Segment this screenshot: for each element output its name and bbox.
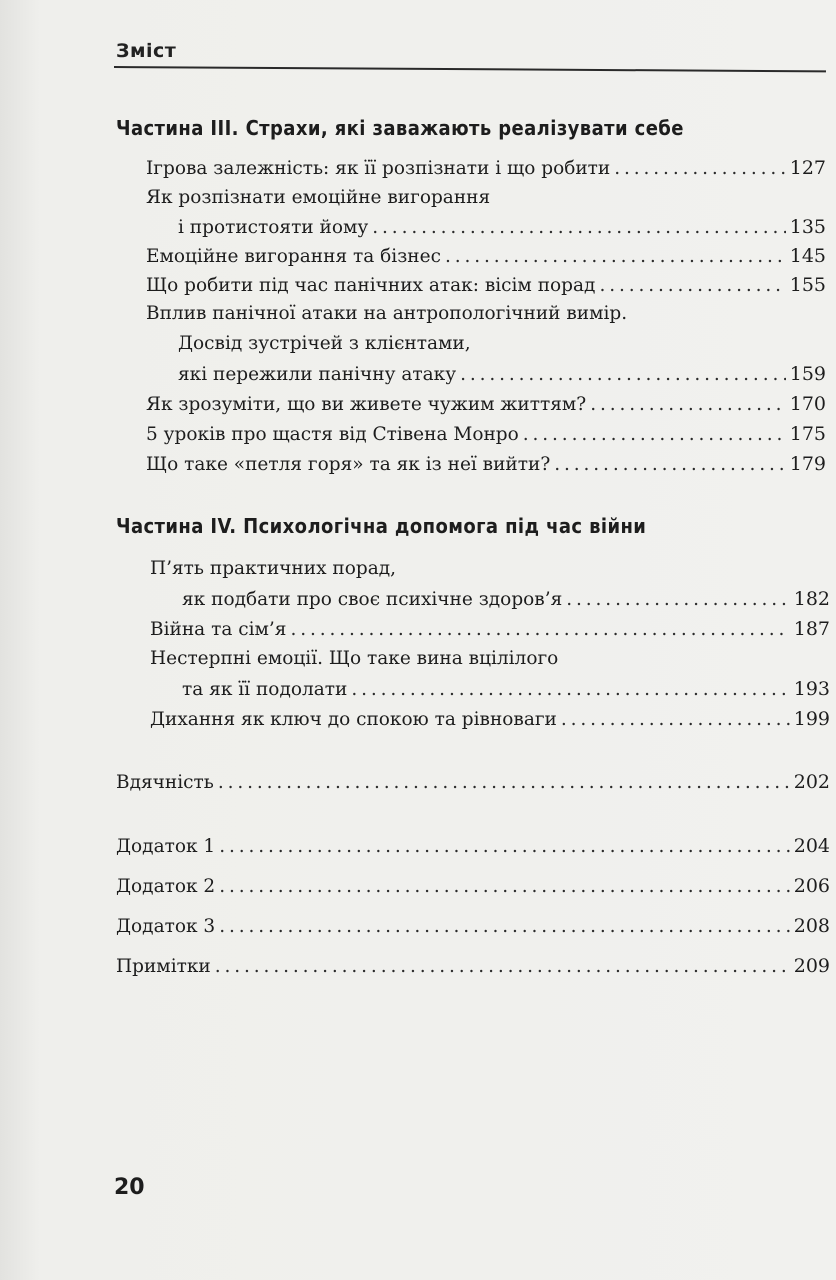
toc-entry: Дихання як ключ до спокою та рівноваги . . . 199 <box>150 707 830 732</box>
page-number: 155 <box>789 274 826 296</box>
toc-entry: 5 уроків про щастя від Стівена Монро . . . 175 <box>146 422 826 447</box>
toc-entry-appendix: Додаток 3 . . . 208 <box>116 914 830 939</box>
toc-entry: Що таке «петля горя» та як із неї вийти? . . . 179 <box>146 452 826 477</box>
part-4-title: Частина IV. Психологічна допомога під час війни <box>116 514 647 538</box>
page-number: 204 <box>793 835 830 857</box>
page-number: 193 <box>793 678 830 700</box>
toc-entry-line: П’ять практичних порад, <box>150 558 397 579</box>
toc-entry: та як її подолати . . . 193 <box>182 677 830 702</box>
toc-entry-line: Нестерпні емоції. Що таке вина вцілілого <box>150 648 559 669</box>
toc-entry-acknowledgements: Вдячність . . . 202 <box>116 770 830 795</box>
page-number: 209 <box>793 955 830 977</box>
toc-entry-line: Вплив панічної атаки на антропологічний вимір. <box>146 303 628 324</box>
toc-entry-appendix: Додаток 1 . . . 204 <box>116 834 830 859</box>
page-number: 182 <box>793 588 830 610</box>
toc-entry-appendix: Додаток 2 . . . 206 <box>116 874 830 899</box>
page-number: 175 <box>789 423 826 445</box>
running-head: Зміст <box>116 40 177 62</box>
toc-entry: Емоційне вигорання та бізнес . . . 145 <box>146 244 826 269</box>
page-number: 145 <box>789 245 826 267</box>
toc-entry: як подбати про своє психічне здоров’я . . . 182 <box>182 587 830 612</box>
page-number: 135 <box>789 216 826 238</box>
page-number: 127 <box>789 157 826 179</box>
toc-entry: Війна та сім’я . . . 187 <box>150 617 830 642</box>
page-number: 159 <box>789 363 826 385</box>
page-number: 179 <box>789 453 826 475</box>
toc-entry: Ігрова залежність: як її розпізнати і що робити . . . 127 <box>146 156 826 181</box>
page-number: 170 <box>789 393 826 415</box>
page-number: 206 <box>793 875 830 897</box>
toc-entry: і протистояти йому . . . 135 <box>178 215 826 240</box>
toc-entry: Що робити під час панічних атак: вісім порад . . . 155 <box>146 273 826 298</box>
header-rule <box>114 66 826 72</box>
toc-entry: Як зрозуміти, що ви живете чужим життям? . . . 170 <box>146 392 826 417</box>
toc-entry-notes: Примітки . . . 209 <box>116 954 830 979</box>
page-folio: 20 <box>114 1175 145 1200</box>
part-3-title: Частина III. Страхи, які заважають реалізувати себе <box>116 116 684 140</box>
toc-entry-line: Досвід зустрічей з клієнтами, <box>178 333 471 354</box>
page-number: 187 <box>793 618 830 640</box>
page-number: 199 <box>793 708 830 730</box>
toc-entry: які пережили панічну атаку . . . 159 <box>178 362 826 387</box>
toc-entry-line: Як розпізнати емоційне вигорання <box>146 187 491 208</box>
page-number: 208 <box>793 915 830 937</box>
page-number: 202 <box>793 771 830 793</box>
